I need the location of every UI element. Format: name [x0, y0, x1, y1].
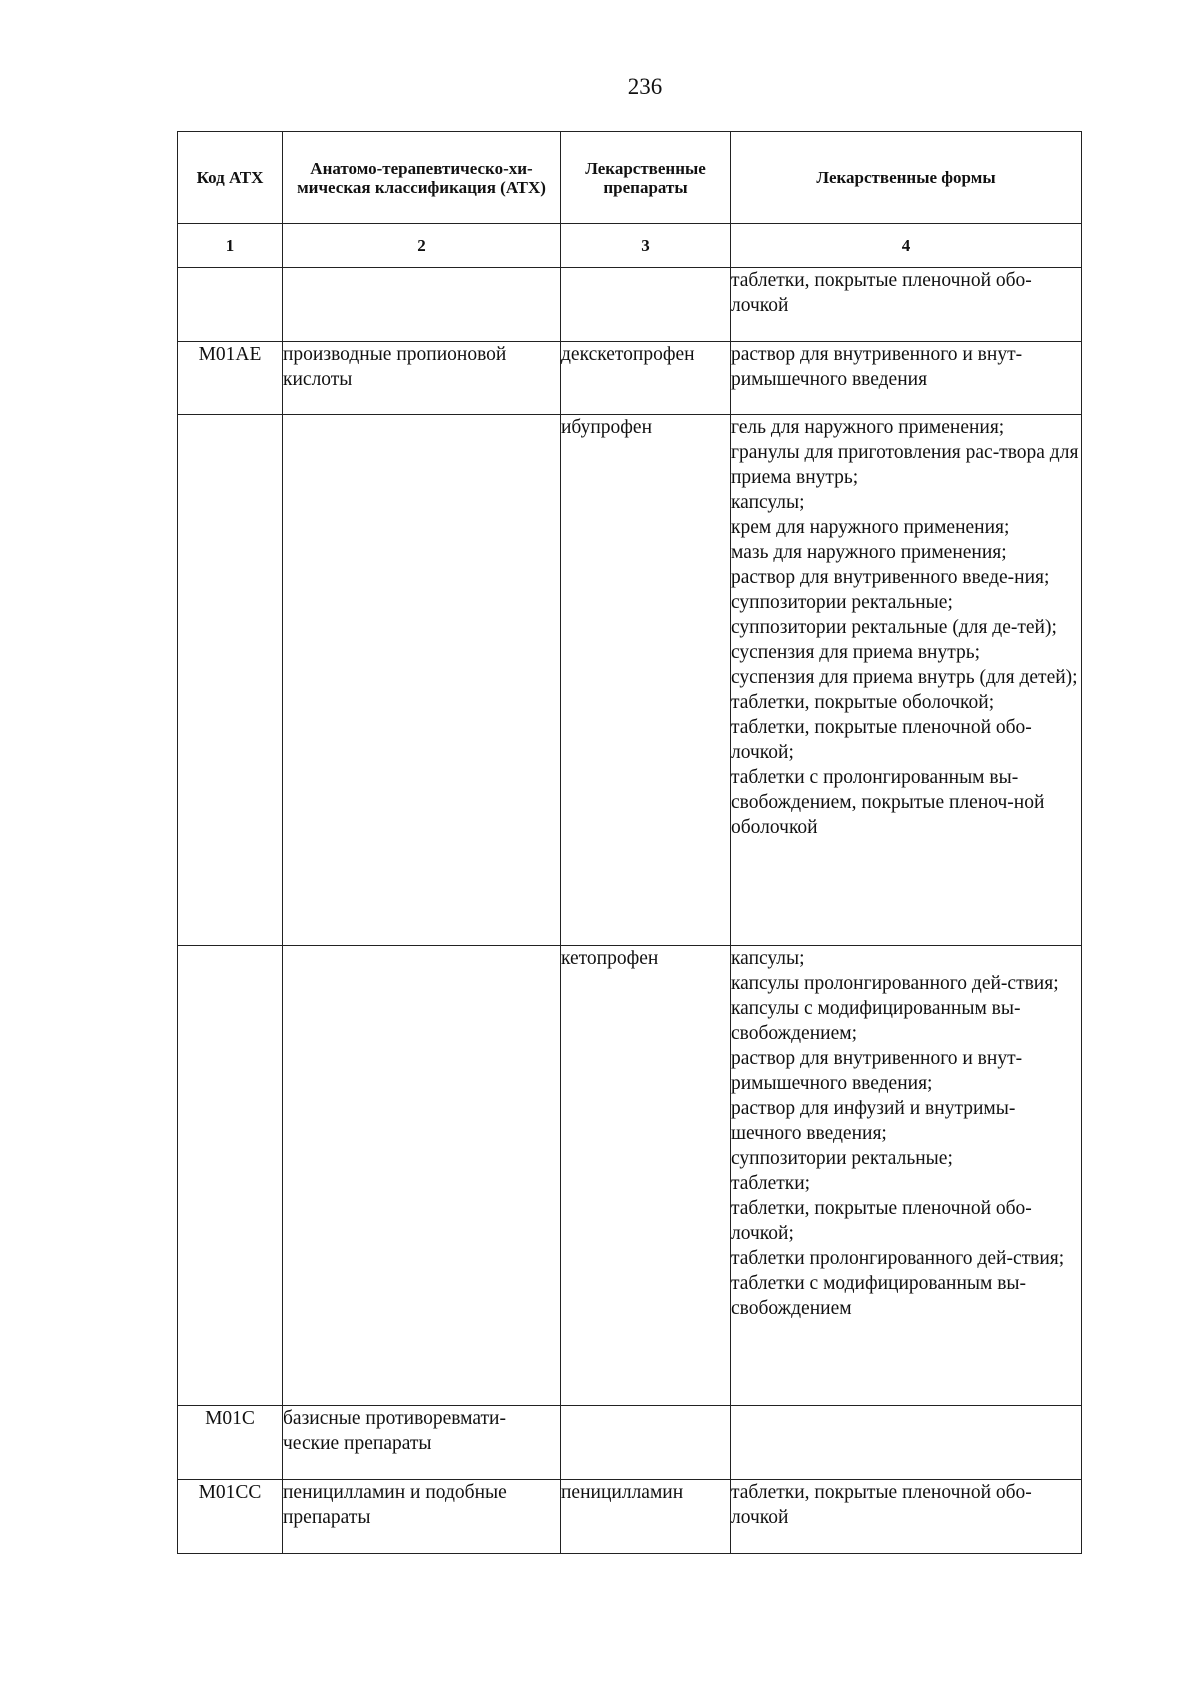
table-body [178, 268, 1082, 1554]
atx-code-cell: M01C [178, 1406, 283, 1480]
dosage-form-item: таблетки, покрытые пленочной обо-лочкой; [731, 1198, 1032, 1244]
dosage-form-item: крем для наружного применения; [731, 517, 1010, 538]
dosage-form-item: гель для наружного применения; [731, 417, 1005, 438]
column-number: 3 [561, 224, 731, 268]
drug-name-cell [561, 1406, 731, 1480]
dosage-form-item: капсулы; [731, 948, 805, 969]
column-number: 4 [731, 224, 1082, 268]
dosage-form-item: суппозитории ректальные (для де-тей); [731, 617, 1057, 638]
dosage-form-item: таблетки, покрытые пленочной обо-лочкой [731, 1482, 1032, 1528]
dosage-form-item: таблетки, покрытые пленочной обо-лочкой [731, 270, 1032, 316]
classification-cell: базисные противоревмати-ческие препараты [283, 1406, 561, 1480]
column-number: 1 [178, 224, 283, 268]
atx-code-cell [178, 268, 283, 342]
classification-cell [283, 415, 561, 946]
dosage-form-item: таблетки с пролонгированным вы-свобождением, покрытые пленоч-ной оболочкой [731, 767, 1045, 838]
dosage-form-item: таблетки пролонгированного дей-ствия; [731, 1248, 1065, 1269]
dosage-forms-list [731, 1480, 1081, 1530]
dosage-form-item: капсулы пролонгированного дей-ствия; [731, 973, 1059, 994]
dosage-form-item: раствор для внутривенного и внут-римышечного введения; [731, 1048, 1023, 1094]
dosage-form-item: капсулы с модифицированным вы-свобождением; [731, 998, 1021, 1044]
dosage-forms-list [731, 415, 1081, 840]
drug-name-cell [561, 268, 731, 342]
dosage-forms-cell [731, 415, 1082, 946]
classification-cell: производные пропионовой кислоты [283, 342, 561, 415]
dosage-form-item: суспензия для приема внутрь; [731, 642, 981, 663]
classification-cell [283, 946, 561, 1406]
drug-name-cell: пеницилламин [561, 1480, 731, 1554]
table-row [178, 1480, 1082, 1554]
table-row [178, 268, 1082, 342]
dosage-forms-cell [731, 1406, 1082, 1480]
atx-code-cell: M01AE [178, 342, 283, 415]
dosage-forms-list [731, 342, 1081, 392]
atx-code-cell: M01CC [178, 1480, 283, 1554]
dosage-form-item: суппозитории ректальные; [731, 1148, 953, 1169]
dosage-form-item: суппозитории ректальные; [731, 592, 953, 613]
atx-code-cell [178, 415, 283, 946]
column-number: 2 [283, 224, 561, 268]
header-code: Код АТХ [178, 132, 283, 224]
header-classification: Анатомо-терапевтическо-хи-мическая классификация (АТХ) [283, 132, 561, 224]
dosage-form-item: таблетки, покрытые пленочной обо-лочкой; [731, 717, 1032, 763]
dosage-form-item: капсулы; [731, 492, 805, 513]
drug-name-cell: декскетопрофен [561, 342, 731, 415]
atx-code-cell [178, 946, 283, 1406]
drug-name-cell: кетопрофен [561, 946, 731, 1406]
dosage-form-item: таблетки, покрытые оболочкой; [731, 692, 995, 713]
dosage-forms-list [731, 946, 1081, 1321]
dosage-form-item: суспензия для приема внутрь (для детей); [731, 667, 1078, 688]
atx-table [177, 131, 1082, 1554]
dosage-form-item: таблетки с модифицированным вы-свобождением [731, 1273, 1026, 1319]
dosage-form-item: мазь для наружного применения; [731, 542, 1007, 563]
column-number-row [178, 224, 1082, 268]
header-forms: Лекарственные формы [731, 132, 1082, 224]
table-row [178, 946, 1082, 1406]
dosage-form-item: раствор для внутривенного введе-ния; [731, 567, 1050, 588]
table-row [178, 1406, 1082, 1480]
dosage-form-item: раствор для внутривенного и внут-римышечного введения [731, 344, 1023, 390]
table-header-row [178, 132, 1082, 224]
classification-cell: пеницилламин и подобные препараты [283, 1480, 561, 1554]
dosage-forms-cell [731, 946, 1082, 1406]
classification-cell [283, 268, 561, 342]
table-row [178, 415, 1082, 946]
table-row [178, 342, 1082, 415]
drug-name-cell: ибупрофен [561, 415, 731, 946]
dosage-form-item: гранулы для приготовления рас-твора для приема внутрь; [731, 442, 1079, 488]
dosage-forms-list [731, 268, 1081, 318]
dosage-form-item: таблетки; [731, 1173, 811, 1194]
header-drugs: Лекарственные препараты [561, 132, 731, 224]
page-number: 236 [627, 74, 663, 99]
dosage-forms-cell [731, 342, 1082, 415]
dosage-forms-cell [731, 1480, 1082, 1554]
dosage-form-item: раствор для инфузий и внутримы-шечного введения; [731, 1098, 1016, 1144]
dosage-forms-cell [731, 268, 1082, 342]
